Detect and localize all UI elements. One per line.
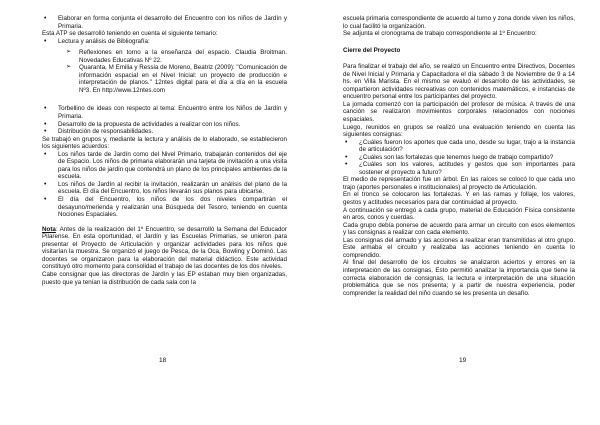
bibliography-item: ➢ Quaranta, M Emilia y Ressia de Moreno, Beatriz (2009): "Comunicación de información espacial en el Nivel Inicial: un proyecto de producción e interpretación de planos." 12ntes digital para el día a día en la escuela Nº3. En http://www.12ntes.com bbox=[66, 64, 287, 94]
question-item: • ¿Cuáles son las fortalezas que tenemos luego de trabajo compartido? bbox=[343, 154, 575, 162]
bullet-item: • Torbellino de ideas con respecto al tema: Encuentro entre los Niños de Jardín y Primaria. bbox=[42, 105, 287, 120]
bullet-item: • Lectura y análisis de Bibliografía: bbox=[42, 38, 287, 46]
bullet-item: • El día del Encuentro, los niños de los dos niveles compartirán el desayuno/merienda y realizarán una Búsqueda del Tesoro, teniendo en cuenta Nociones Espaciales. bbox=[42, 196, 287, 219]
atp-line: Esta ATP se desarrolló teniendo en cuenta el siguiente temario: bbox=[42, 30, 218, 38]
question-item: • ¿Cuáles son los valores, actitudes y gestos que son importantes para sostener el proyecto a futuro? bbox=[343, 161, 575, 176]
bullet-list-tasks bbox=[42, 105, 287, 135]
note-label: Nota bbox=[42, 225, 56, 233]
bullet-list-reading bbox=[42, 38, 287, 46]
page-number: 18 bbox=[159, 357, 167, 364]
bullet-item: • Desarrollo de la propuesta de actividades a realizar con los niños. bbox=[42, 121, 287, 129]
paragraph: El medio de representación fue un árbol. En las raíces se colocó lo que cada uno trajo (aportes personales e institucionales) al proyecto de Articulación. bbox=[343, 176, 575, 191]
question-item: • ¿Cuáles fueron los aportes que cada uno, desde su lugar, trajo a la instancia de articulación? bbox=[343, 139, 575, 154]
bibliography-list bbox=[42, 49, 287, 94]
intro-paragraph: escuela primaria correspondiente de acuerdo al turno y zona donde viven los niños, lo cual facilitó la organización. bbox=[343, 15, 575, 30]
paragraph: Las consignas del armado y las acciones a realizar eran transmitidas al otro grupo. Este armaba el circuito y realizaba las acciones teniendo en cuenta lo comprendido. bbox=[343, 236, 575, 259]
bullet-item: • Distribución de responsabilidades. bbox=[42, 128, 287, 136]
bibliography-item: ➢ Reflexiones en torno a la enseñanza del espacio. Claudia Broitman. Novedades Educativas Nº 22. bbox=[66, 49, 287, 64]
bullet-list-intro bbox=[42, 15, 287, 30]
paragraph: Para finalizar el trabajo del año, se realizó un Encuentro entre Directivos, Docentes de Nivel Inicial y Primaria y Capacitadora el día sábado 3 de Noviembre de 9 a 14 hs. en Villa Marista. En el mismo se evaluó el desarrollo de las actividades, se compartieron actividades recreativas con contenidos matemáticos, e instancias de encuentro personal entre los participantes del proyecto. bbox=[343, 63, 575, 101]
paragraph: Cada grupo debía ponerse de acuerdo para armar un circuito con esos elementos y las consignas a realizar con cada elemento. bbox=[343, 221, 575, 237]
note-text: : Antes de la realización del 1º Encuentro, se desarrolló la Semana del Educador Pilarense. En esta oportunidad, el Jardín y las Escuelas Primarias, se unieron para presentar el Proyecto de Articulación y organizar actividades para los niños que visitarían la muestra. Se organizó el juego de Pesca, de la Oca, Bowling y Dominó. Las docentes se organizaron para la elaboración del material didáctico. Este actividad constituyó otro momento para consolidad el trabajo de las docentes de los dos niveles. bbox=[42, 225, 287, 271]
schedule-line: Se adjunta el cronograma de trabajo correspondiente al 1º Encuentro: bbox=[343, 30, 537, 38]
paragraph: Luego, reunidos en grupos se realizó una evaluación teniendo en cuenta las siguientes consignas: bbox=[343, 123, 575, 139]
paragraph: En el tronco se colocaron las fortalezas. Y en las ramas y follaje, los valores, gestos y actitudes necesarios para dar continuidad al proyecto. bbox=[343, 191, 575, 207]
groups-line: Se trabajó en grupos y, mediante la lectura y análisis de lo elaborado, se establecieron los siguientes acuerdos: bbox=[42, 135, 287, 151]
questions-list bbox=[343, 139, 575, 177]
bullet-item: • Elaborar en forma conjunta el desarrollo del Encuentro con los niños de Jardín y Primaria. bbox=[42, 15, 287, 30]
paragraph: Al final del desarrollo de los circuitos se analizaron aciertos y errores en la interpretación de las consignas. Esto permitió analizar la importancia que tiene la correcta elaboración de consignas, la lectura e interpretación de una situación problemática que se nos presenta; y a partir de nuestra experiencia, poder comprender la realidad del niño cuando se les presenta un desafío. bbox=[343, 259, 575, 297]
bullet-list-agreements bbox=[42, 151, 287, 219]
bullet-item: • Los niños de Jardín al recibir la invitación, realizarán un análisis del plano de la escuela. El día del Encuentro, los niños llevarán sus planos para ubicarse. bbox=[42, 181, 287, 196]
page-number: 19 bbox=[459, 357, 467, 364]
section-heading: Cierre del Proyecto bbox=[343, 46, 401, 54]
right-page bbox=[300, 0, 600, 425]
paragraph: La jornada comenzó con la participación del profesor de música. A través de una canción se realizaron movimientos corporales relacionados con nociones espaciales. bbox=[343, 100, 575, 124]
note-paragraph bbox=[42, 226, 287, 271]
bullet-item: • Los niños tarde de Jardín como del Nivel Primario, trabajarán contenidos del eje de Espacio. Los niños de primaria elaborarán una tarjeta de invitación a una visita para los niños de jardín que contendrá un plano de los principales ambientes de la escuela. bbox=[42, 151, 287, 181]
paragraph: A continuación se entregó a cada grupo, material de Educación Física consistente en aros, conos y cuerdas. bbox=[343, 206, 575, 222]
closing-paragraph: Cabe consignar que las directoras de Jardín y las EP estaban muy bien organizadas, puesto que ya tenían la distribución de cada sala con la bbox=[42, 270, 287, 286]
